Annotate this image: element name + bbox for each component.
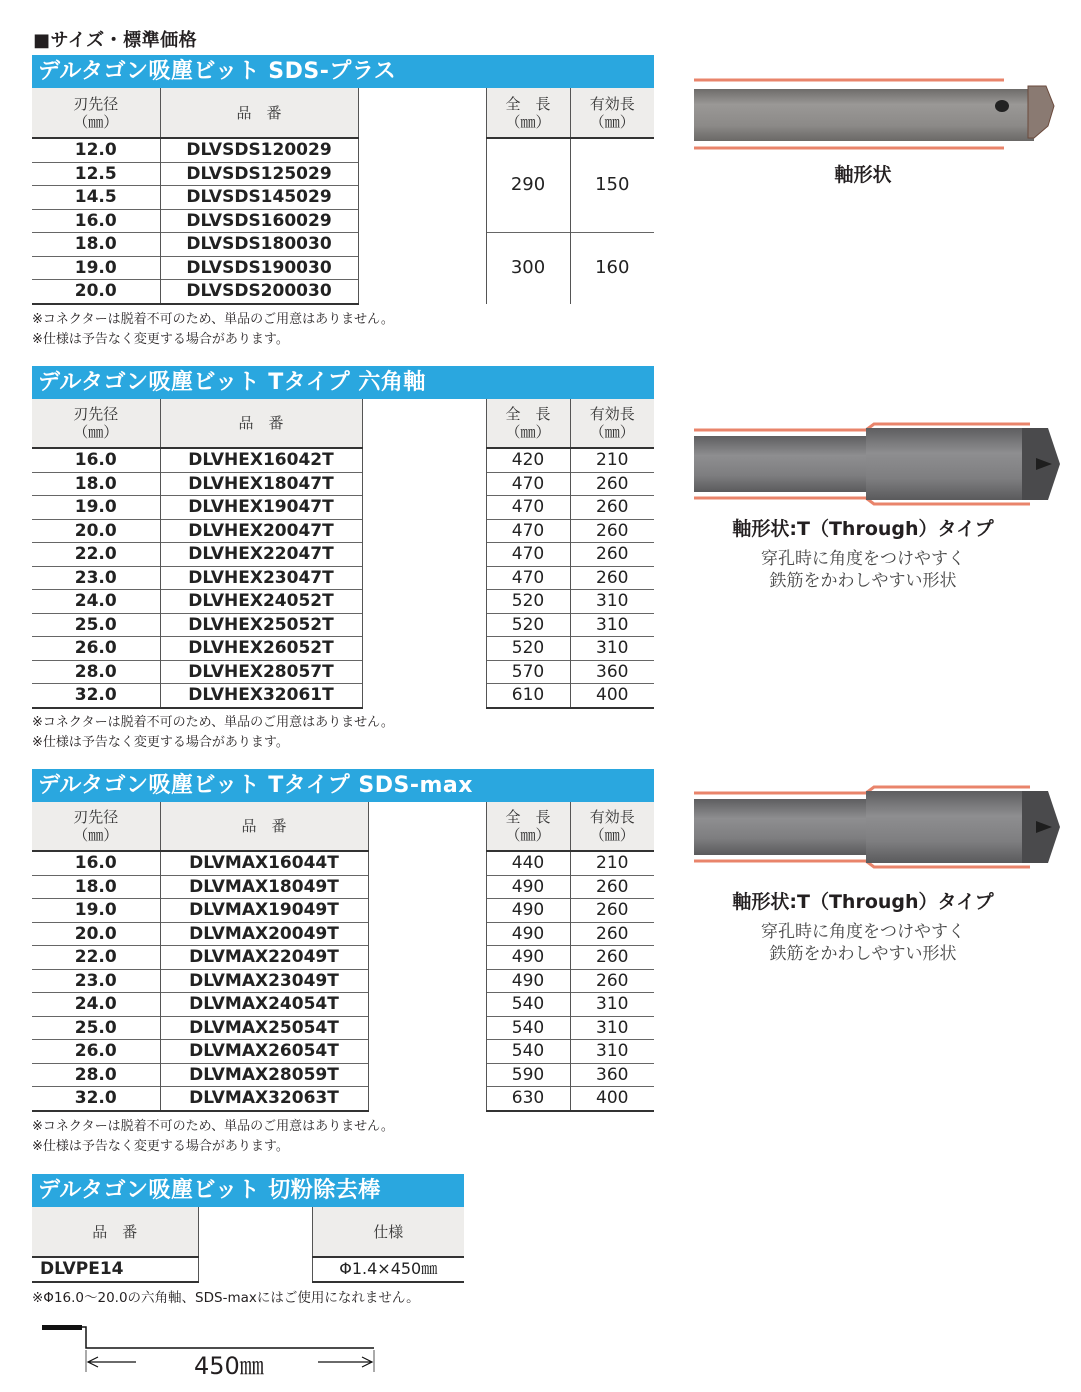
- cell-diameter: 14.5: [32, 186, 160, 210]
- cell-effective-length: 310: [570, 1040, 654, 1064]
- cell-effective-length: 260: [570, 566, 654, 590]
- cell-diameter: 19.0: [32, 496, 160, 520]
- cell-effective-length: 310: [570, 613, 654, 637]
- cell-part-no: DLVMAX25054T: [160, 1016, 368, 1040]
- cell-effective-length: 260: [570, 899, 654, 923]
- cell-part-no: DLVMAX22049T: [160, 946, 368, 970]
- cell-diameter: 12.5: [32, 162, 160, 186]
- dimension-label: 450㎜: [194, 1352, 264, 1380]
- masked-column: [362, 399, 486, 448]
- sds-max-bit-image: [688, 781, 1068, 871]
- cell-total-length: 590: [486, 1063, 570, 1087]
- cell-spec: Φ1.4×450㎜: [312, 1257, 464, 1282]
- cell-effective-length: 260: [570, 496, 654, 520]
- cell-diameter: 28.0: [32, 1063, 160, 1087]
- sds-plus-bit-image: [688, 76, 1068, 156]
- cell-total-length: 490: [486, 899, 570, 923]
- cell-diameter: 20.0: [32, 519, 160, 543]
- cell-effective-length: 400: [570, 1087, 654, 1111]
- cell-part-no: DLVHEX24052T: [160, 590, 362, 614]
- cell-diameter: 16.0: [32, 851, 160, 875]
- cell-total-length: 630: [486, 1087, 570, 1111]
- cell-part-no: DLVSDS120029: [160, 138, 358, 162]
- accessory-note: ※Φ16.0～20.0の六角軸、SDS-maxにはご使用になれません。: [32, 1290, 420, 1306]
- cell-diameter: 20.0: [32, 280, 160, 304]
- cell-part-no: DLVMAX32063T: [160, 1087, 368, 1111]
- cell-diameter: 12.0: [32, 138, 160, 162]
- cell-diameter: 24.0: [32, 993, 160, 1017]
- cell-total-length: 570: [486, 660, 570, 684]
- masked-column: [198, 1207, 312, 1257]
- header-part-no: 品 番: [160, 399, 362, 448]
- header-diameter: 刃先径 （㎜）: [32, 399, 160, 448]
- cell-part-no: DLVMAX24054T: [160, 993, 368, 1017]
- table-row: [32, 660, 654, 684]
- cell-total-length: 490: [486, 875, 570, 899]
- table-row: [32, 684, 654, 708]
- figure-description: 穿孔時に角度をつけやすく 鉄筋をかわしやすい形状: [761, 922, 965, 964]
- cell-effective-length: 210: [570, 851, 654, 875]
- cell-part-no: DLVMAX19049T: [160, 899, 368, 923]
- header-spec: 仕様: [312, 1207, 464, 1257]
- cell-effective-length: 260: [570, 969, 654, 993]
- cell-part-no: DLVSDS200030: [160, 280, 358, 304]
- page-heading: ■サイズ・標準価格: [33, 30, 198, 51]
- table-row: [32, 851, 654, 875]
- cell-part-no: DLVHEX22047T: [160, 543, 362, 567]
- masked-column: [368, 802, 486, 851]
- table-row: [32, 613, 654, 637]
- cell-diameter: 32.0: [32, 1087, 160, 1111]
- header-effective-length: 有効長 （㎜）: [570, 802, 654, 851]
- header-total-length: 全 長 （㎜）: [486, 88, 570, 138]
- cell-total-length: 520: [486, 613, 570, 637]
- cell-part-no: DLVHEX18047T: [160, 472, 362, 496]
- cell-part-no: DLVHEX32061T: [160, 684, 362, 708]
- cell-diameter: 19.0: [32, 899, 160, 923]
- section-title-accessory: デルタゴン吸塵ビット 切粉除去棒: [32, 1174, 464, 1207]
- cell-total-length: 470: [486, 519, 570, 543]
- cell-total-length: 420: [486, 448, 570, 472]
- masked-cell: [198, 1257, 312, 1282]
- cell-diameter: 20.0: [32, 922, 160, 946]
- cell-part-no: DLVSDS180030: [160, 233, 358, 257]
- table-row: [32, 233, 654, 257]
- cell-total-length: 540: [486, 1016, 570, 1040]
- cell-diameter: 26.0: [32, 637, 160, 661]
- cell-total-length: 300: [486, 233, 570, 304]
- cell-effective-length: 160: [570, 233, 654, 304]
- table-row: [32, 138, 654, 162]
- table-row: [32, 1087, 654, 1111]
- cell-part-no: DLVSDS125029: [160, 162, 358, 186]
- cell-effective-length: 400: [570, 684, 654, 708]
- cell-part-no: DLVMAX28059T: [160, 1063, 368, 1087]
- table-row: [32, 1016, 654, 1040]
- cell-part-no: DLVHEX23047T: [160, 566, 362, 590]
- notes-sds-max: ※コネクターは脱着不可のため、単品のご用意はありません。 ※仕様は予告なく変更する場合があります。: [32, 1119, 394, 1154]
- figure-caption: 軸形状:T（Through）タイプ: [732, 518, 994, 540]
- cell-diameter: 16.0: [32, 209, 160, 233]
- cell-total-length: 470: [486, 472, 570, 496]
- cell-part-no: DLVHEX26052T: [160, 637, 362, 661]
- table-row: [32, 969, 654, 993]
- cell-effective-length: 310: [570, 637, 654, 661]
- cell-diameter: 18.0: [32, 875, 160, 899]
- cell-part-no: DLVHEX20047T: [160, 519, 362, 543]
- table-row: [32, 590, 654, 614]
- cell-part-no: DLVMAX26054T: [160, 1040, 368, 1064]
- cell-effective-length: 150: [570, 138, 654, 233]
- cell-diameter: 23.0: [32, 969, 160, 993]
- header-total-length: 全 長 （㎜）: [486, 802, 570, 851]
- cell-effective-length: 310: [570, 993, 654, 1017]
- table-row: [32, 448, 654, 472]
- cell-diameter: 24.0: [32, 590, 160, 614]
- cell-effective-length: 310: [570, 1016, 654, 1040]
- header-part-no: 品 番: [32, 1207, 198, 1257]
- table-row: [32, 1063, 654, 1087]
- table-row: [32, 472, 654, 496]
- section-title-hex: デルタゴン吸塵ビット Tタイプ 六角軸: [32, 366, 654, 399]
- cell-part-no: DLVMAX18049T: [160, 875, 368, 899]
- table-sds-plus: [32, 88, 654, 305]
- cell-part-no: DLVHEX16042T: [160, 448, 362, 472]
- figure-caption: 軸形状: [834, 164, 892, 186]
- masked-column: [358, 88, 486, 138]
- cell-diameter: 18.0: [32, 472, 160, 496]
- header-effective-length: 有効長 （㎜）: [570, 88, 654, 138]
- table-row: [32, 922, 654, 946]
- table-row: [32, 566, 654, 590]
- header-diameter: 刃先径 （㎜）: [32, 88, 160, 138]
- cell-part-no: DLVPE14: [32, 1257, 198, 1282]
- cell-part-no: DLVHEX25052T: [160, 613, 362, 637]
- cell-total-length: 520: [486, 590, 570, 614]
- notes-hex: ※コネクターは脱着不可のため、単品のご用意はありません。 ※仕様は予告なく変更する場合があります。: [32, 715, 394, 750]
- cell-part-no: DLVHEX19047T: [160, 496, 362, 520]
- cell-diameter: 23.0: [32, 566, 160, 590]
- masked-cell: [368, 851, 486, 1111]
- cell-effective-length: 260: [570, 922, 654, 946]
- masked-cell: [362, 448, 486, 708]
- cell-total-length: 520: [486, 637, 570, 661]
- table-row: [32, 637, 654, 661]
- header-diameter: 刃先径 （㎜）: [32, 802, 160, 851]
- cell-part-no: DLVMAX20049T: [160, 922, 368, 946]
- cell-part-no: DLVSDS190030: [160, 256, 358, 280]
- cell-effective-length: 360: [570, 660, 654, 684]
- cell-diameter: 22.0: [32, 946, 160, 970]
- cell-effective-length: 360: [570, 1063, 654, 1087]
- cell-total-length: 490: [486, 969, 570, 993]
- cell-part-no: DLVSDS160029: [160, 209, 358, 233]
- cell-part-no: DLVMAX23049T: [160, 969, 368, 993]
- cell-total-length: 470: [486, 543, 570, 567]
- cell-effective-length: 260: [570, 543, 654, 567]
- header-part-no: 品 番: [160, 88, 358, 138]
- cell-total-length: 540: [486, 993, 570, 1017]
- table-row: [32, 875, 654, 899]
- table-accessory: [32, 1207, 464, 1283]
- table-row: [32, 519, 654, 543]
- cell-effective-length: 210: [570, 448, 654, 472]
- cell-total-length: 490: [486, 922, 570, 946]
- table-row: [32, 543, 654, 567]
- cell-diameter: 16.0: [32, 448, 160, 472]
- header-part-no: 品 番: [160, 802, 368, 851]
- table-row: [32, 1257, 464, 1282]
- cell-effective-length: 260: [570, 875, 654, 899]
- cell-total-length: 290: [486, 138, 570, 233]
- cell-total-length: 490: [486, 946, 570, 970]
- table-row: [32, 993, 654, 1017]
- cell-total-length: 470: [486, 496, 570, 520]
- cell-effective-length: 260: [570, 519, 654, 543]
- table-row: [32, 1040, 654, 1064]
- header-total-length: 全 長 （㎜）: [486, 399, 570, 448]
- masked-cell: [358, 138, 486, 304]
- cell-diameter: 25.0: [32, 613, 160, 637]
- table-row: [32, 496, 654, 520]
- cell-diameter: 22.0: [32, 543, 160, 567]
- figure-description: 穿孔時に角度をつけやすく 鉄筋をかわしやすい形状: [761, 549, 965, 591]
- hex-bit-image: [688, 418, 1068, 508]
- cell-total-length: 610: [486, 684, 570, 708]
- section-title-sds-max: デルタゴン吸塵ビット Tタイプ SDS-max: [32, 769, 654, 802]
- cell-part-no: DLVSDS145029: [160, 186, 358, 210]
- notes-sds-plus: ※コネクターは脱着不可のため、単品のご用意はありません。 ※仕様は予告なく変更する場合があります。: [32, 312, 394, 347]
- cell-total-length: 470: [486, 566, 570, 590]
- header-effective-length: 有効長 （㎜）: [570, 399, 654, 448]
- section-title-sds-plus: デルタゴン吸塵ビット SDS-プラス: [32, 55, 654, 88]
- cell-diameter: 18.0: [32, 233, 160, 257]
- cell-part-no: DLVHEX28057T: [160, 660, 362, 684]
- table-row: [32, 946, 654, 970]
- cell-total-length: 440: [486, 851, 570, 875]
- cell-diameter: 26.0: [32, 1040, 160, 1064]
- cell-diameter: 25.0: [32, 1016, 160, 1040]
- cell-diameter: 32.0: [32, 684, 160, 708]
- cell-effective-length: 310: [570, 590, 654, 614]
- cell-effective-length: 260: [570, 946, 654, 970]
- table-sds-max: [32, 802, 654, 1112]
- cell-effective-length: 260: [570, 472, 654, 496]
- figure-caption: 軸形状:T（Through）タイプ: [732, 891, 994, 913]
- cell-total-length: 540: [486, 1040, 570, 1064]
- table-hex: [32, 399, 654, 709]
- cell-diameter: 28.0: [32, 660, 160, 684]
- cell-diameter: 19.0: [32, 256, 160, 280]
- cell-part-no: DLVMAX16044T: [160, 851, 368, 875]
- table-row: [32, 899, 654, 923]
